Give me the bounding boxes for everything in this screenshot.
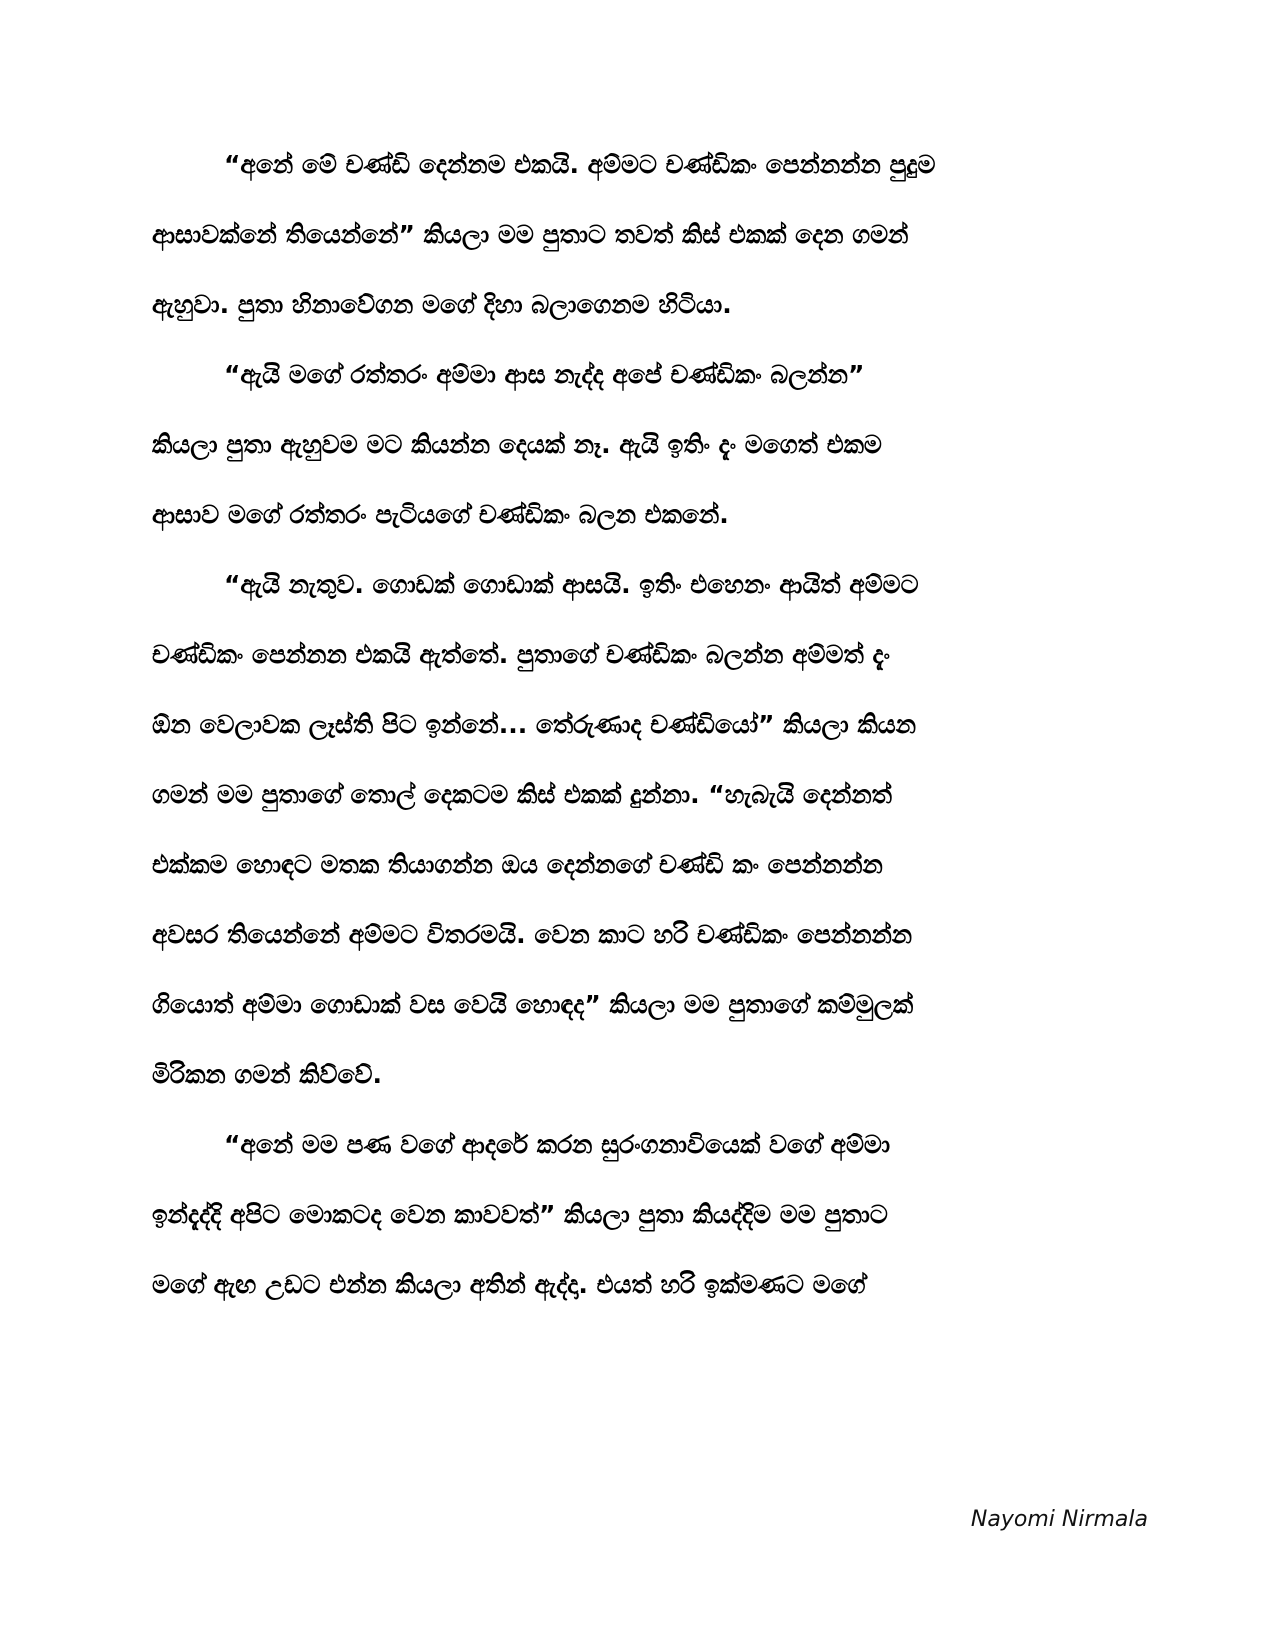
paragraph-4 <box>152 1128 1112 1302</box>
text-line: අවසර තියෙන්නේ අම්මට විතරමයි. වෙන කාට හරි චණ්ඩිකං පෙන්නන්න <box>152 920 913 949</box>
text-line: ආසාවක්නේ තියෙන්නේ” කියලා මම පුතාට තවත් කිස් එකක් දෙන ගමන් <box>152 220 909 249</box>
text-line: චණ්ඩිකං පෙන්නන එකයි ඇත්තේ. පුතාගේ චණ්ඩිකං බලන්න අම්මත් දැං <box>152 640 890 669</box>
text-line: එක්කම හොඳට මතක තියාගන්න ඔය දෙන්නගේ චණ්ඩි කං පෙන්නන්න <box>152 850 883 879</box>
text-line: ගියොත් අම්මා ගොඩාක් වස වෙයි හොඳද” කියලා මම පුතාගේ කම්මුලක් <box>152 990 914 1019</box>
paragraph-2 <box>152 358 1112 532</box>
text-line: ඉන්දැද්දි අපිට මොකටද වෙන කාවවත්” කියලා පුතා කියද්දිම මම පුතාට <box>152 1200 888 1229</box>
paragraph-1 <box>152 148 1112 322</box>
text-line: “අනේ මම පණ වගේ ආදරේ කරන සුරංගනාවියෙක් වගේ අම්මා <box>224 1130 891 1159</box>
author-signature: Nayomi Nirmala <box>970 1507 1148 1532</box>
text-line: ඕන වෙලාවක ලෑස්ති පිට ඉන්නේ... තේරුණාද චණ්ඩියෝ” කියලා කියන <box>152 710 917 739</box>
text-line: “ඇයි මගේ රත්තරං අම්මා ආස නැද්ද අපේ චණ්ඩිකං බලන්න” <box>224 360 865 389</box>
text-line: මිරිකන ගමන් කිව්වේ. <box>152 1060 383 1089</box>
text-line: කියලා පුතා ඇහුවම මට කියන්න දෙයක් නෑ. ඇයි ඉතිං දැං මගෙත් එකම <box>152 430 882 459</box>
story-text <box>152 148 1112 1338</box>
text-line: ආසාව මගේ රත්තරං පැටියගේ චණ්ඩිකං බලන එකනේ. <box>152 500 729 529</box>
text-line: ඇහුවා. පුතා හිනාවේගන මගේ දිහා බලාගෙනම හිටියා. <box>152 290 732 319</box>
text-line: “ඇයි නැතුව. ගොඩක් ගොඩාක් ආසයි. ඉතිං එහෙනං ආයිත් අම්මට <box>224 570 919 599</box>
paragraph-3 <box>152 568 1112 1092</box>
text-line: මගේ ඇඟ උඩට එන්න කියලා අතින් ඇද්දා. එයත් හරි ඉක්මණට මගේ <box>152 1270 866 1299</box>
text-line: ගමන් මම පුතාගේ තොල් දෙකටම කිස් එකක් දුන්නා. “හැබැයි දෙන්නත් <box>152 780 892 809</box>
text-line: “අනේ මේ චණ්ඩි දෙන්නම එකයි. අම්මට චණ්ඩිකං පෙන්නන්න පුදුම <box>224 150 936 179</box>
